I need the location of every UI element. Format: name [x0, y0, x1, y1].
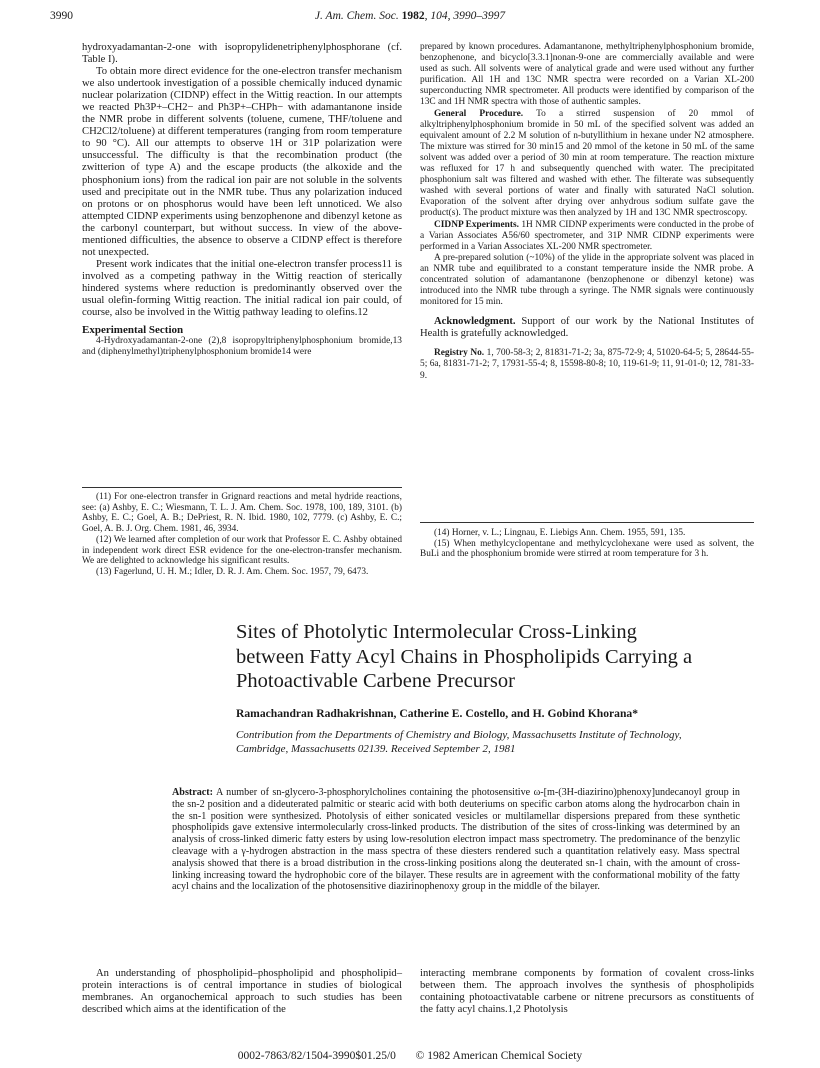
article-abstract [172, 787, 740, 893]
experimental-text: 4-Hydroxyadamantan-2-one (2),8 isopropyltriphenylphosphonium bromide,13 and (diphenylmethyl)triphenylphosphonium bromide14 were [82, 336, 402, 358]
cidnp-text-2: A pre-prepared solution (~10%) of the ylide in the appropriate solvent was placed in an NMR tube and equilibrated to a constant temperature inside the NMR probe. A concentrated solution of adamantanone (benzophenone or dibenzyl ketone) was introduced into the NMR tube through a syringe. The NMR signals were continuously monitored for 15 min. [420, 252, 754, 308]
footnote-14: (14) Horner, v. L.; Lingnau, E. Liebigs Ann. Chem. 1955, 591, 135. [434, 528, 686, 538]
intro-right-text: interacting membrane components by formation of covalent cross-links between them. The approach involves the synthesis of phospholipids containing photoactivatable carbene or nitrene precursors as constituents of the fatty acyl chains.1,2 Photolysis [420, 968, 754, 1016]
cidnp-text: 1H NMR CIDNP experiments were conducted in the probe of a Varian Associates A56/60 spectrometer, and 31P NMR CIDNP experiments were performed in a Varian Associates XL-200 NMR spectrometer. [420, 219, 754, 252]
acknowledgment-label: Acknowledgment. [434, 316, 516, 328]
left-para-3: Present work indicates that the initial one-electron transfer process11 is involved as a competing pathway in the Wittig reaction of sterically hindered systems where reduction is predominantly observed over the usual olefin-forming Wittig reaction. The initial radical ion pair could, of course, also be involved in the Wittig pathway leading to olefins.12 [82, 258, 402, 319]
footer-code: 0002-7863/82/1504-3990$01.25/0 [237, 1050, 396, 1062]
footnote-12: (12) We learned after completion of our work that Professor E. C. Ashby obtained in independent work direct ESR evidence for the one-electron-transfer mechanism. We are delighted to acknowledge his significant results. [82, 534, 402, 567]
article-authors: Ramachandran Radhakrishnan, Catherine E. Costello, and H. Gobind Khorana* [236, 707, 638, 720]
page-number: 3990 [50, 10, 73, 22]
footer-copyright: © 1982 American Chemical Society [415, 1050, 583, 1062]
page-footer [0, 1050, 820, 1062]
footnote-11: (11) For one-electron transfer in Grignard reactions and metal hydride reactions, see: (a) Ashby, E. C.; Wiesmann, T. L. J. Am. Chem. Soc. 1978, 100, 189, 3101. (b) Ashby, E. C.; Goel, A. B.; DePriest, R. N. Ibid. 1980, 102, 7779. (c) Ashby, E. C.; Goel, A. B. J. Org. Chem. 1981, 46, 3934. [82, 492, 402, 535]
left-para-1: hydroxyadamantan-2-one with isopropylidenetriphenylphosphorane (cf. Table I). [82, 42, 402, 66]
general-procedure [420, 109, 754, 220]
right-footnote-rule [420, 522, 754, 523]
acknowledgment-text: Support of our work by the National Institutes of Health is gratefully acknowledged. [420, 316, 754, 340]
abstract-label: Abstract: [172, 787, 214, 798]
cidnp-experiments [420, 220, 754, 253]
article-title: Sites of Photolytic Intermolecular Cross-Linking between Fatty Acyl Chains in Phospholipids Carrying a Photoactivable Carbene Precursor [236, 621, 693, 692]
footnote-13: (13) Fagerlund, U. H. M.; Idler, D. R. J. Am. Chem. Soc. 1957, 79, 6473. [96, 566, 369, 577]
footnote-15: (15) When methylcyclopentane and methylcyclohexane were used as solvent, the BuLi and the phosphonium bromide were stirred at room temperature for 3 h. [420, 538, 754, 560]
registry-numbers [420, 348, 754, 381]
journal-name: J. Am. Chem. Soc. [314, 10, 399, 22]
journal-year: 1982 [401, 10, 425, 22]
right-para-1: prepared by known procedures. Adamantanone, methyltriphenylphosphonium bromide, benzophenone, and bicyclo[3.3.1]nonan-9-one are commercially available and were used as such. All solvents were of analytical grade and were used without any further purification. All 1H and 13C NMR spectra were recorded on a Varian XL-200 superconducting NMR spectrometer. All products were identified by comparison of the 13C and 1H NMR spectra with those of authentic samples. [420, 42, 754, 108]
acknowledgment [420, 316, 754, 340]
intro-left [82, 968, 402, 1016]
left-column [82, 42, 402, 358]
journal-citation-header: J. Am. Chem. Soc. 1982, 104, 3990–3997 [314, 10, 506, 22]
left-footnote-rule [82, 487, 402, 488]
intro-right [420, 968, 754, 1016]
left-para-2: To obtain more direct evidence for the one-electron transfer mechanism we also undertook investigation of a possible chemically induced dynamic nuclear polarization (CIDNP) effect in the Wittig reaction. In our attempts we reacted Ph3P+–CH2− and Ph3P+–CHPh− with adamantanone inside the NMR probe in different solvents (toluene, cumene, THF/toluene and CH2Cl2/toluene) at different temperatures (ranging from room temperature to 90 °C). All our attempts to observe 1H or 31P polarization were unsuccessful. The difficulty is that the recombination product (the zwitterion of type A) and the escape products (the alkoxide and the phosphonium ions) from the radical ion pair are not soluble in the solvents used and precipitate out in the NMR tube. Thus any polarization induced on protons or on phosphorus would have been left unnoticed. We also attempted CIDNP experiments using benzophenone and dibenzyl ketone as the carbonyl counterpart, but without success. In view of the above-mentioned difficulties, the absence to observe a CIDNP effect is therefore not unexpected. [82, 66, 402, 258]
registry-text: 1, 700-58-3; 2, 81831-71-2; 3a, 875-72-9; 4, 51020-64-5; 5, 28644-55-5; 6a, 81831-71-2; 7, 17931-55-4; 8, 15598-80-8; 10, 119-61-9; 11, 91-01-0; 12, 781-33-9. [420, 348, 754, 381]
journal-volume: 104 [430, 10, 448, 22]
cidnp-label: CIDNP Experiments. [434, 219, 519, 230]
registry-label: Registry No. [434, 348, 485, 359]
journal-pages: 3990–3997 [453, 10, 506, 22]
experimental-heading: Experimental Section [82, 324, 184, 337]
right-footnotes [420, 528, 754, 560]
right-column [420, 42, 754, 382]
general-procedure-label: General Procedure. [434, 108, 524, 119]
article-affiliation: Contribution from the Departments of Chemistry and Biology, Massachusetts Institute of Technology, Cambridge, Massachusetts 02139. Received September 2, 1981 [236, 729, 682, 755]
abstract-text: A number of sn-glycero-3-phosphorylcholines containing the photosensitive ω-[m-(3H-diazirino)phenoxy]undecanoyl group in the sn-2 position and a dideuterated palmitic or stearic acid with both deuteriums on specific carbon atoms along the hydrocarbon chain in the sn-1 position were synthesized. Photolysis of either sonicated vesicles or multilamellar dispersions prepared from these synthetic phospholipids gave extensive intermolecularly cross-linked products. The distribution of the sites of cross-linking was determined by an analysis of cross-linked dimeric fatty esters by using low-resolution electron impact mass spectrometry. The predominance of the benzylic cleavage with a γ-hydrogen abstraction in the mass spectra of these diesters rendered such a quantitation relatively easy. Mass spectral analysis showed that there is a broad distribution in the cross-linking positions along the deuterated sn-1 chain, with the amount of cross-linking increasing toward the hydrophobic core of the bilayer. These results are in agreement with the conformational mobility of the fatty acyl chains and the localization of the photosensitive diazirinophenoxy group in the middle of the bilayer. [172, 787, 740, 893]
left-footnotes [82, 492, 402, 578]
general-procedure-text: To a stirred suspension of 20 mmol of alkyltriphenylphosphonium bromide in 50 mL of the specified solvent was added an equivalent amount of 2.2 M solution of n-butyllithium in hexane under N2 atmosphere. The mixture was stirred for 30 min15 and 20 mmol of the ketone in 50 mL of the same solvent was added over a period of 30 min at room temperature. The reaction mixture was refluxed for 17 h and subsequently quenched with water. The precipitated phosphonium salt was filtered and washed with ether. The filterate was subsequently washed with several portions of water and finally with saturated NaCl solution. Evaporation of the solvent after drying over anhydrous sodium sulfate gave the product(s). The product mixture was then analyzed by 1H and 13C NMR spectroscopy. [420, 108, 754, 219]
intro-left-text: An understanding of phospholipid–phospholipid and phospholipid–protein interactions is of central importance in studies of biological membranes. An organochemical approach to such studies has been described which aims at the identification of the [82, 968, 402, 1016]
